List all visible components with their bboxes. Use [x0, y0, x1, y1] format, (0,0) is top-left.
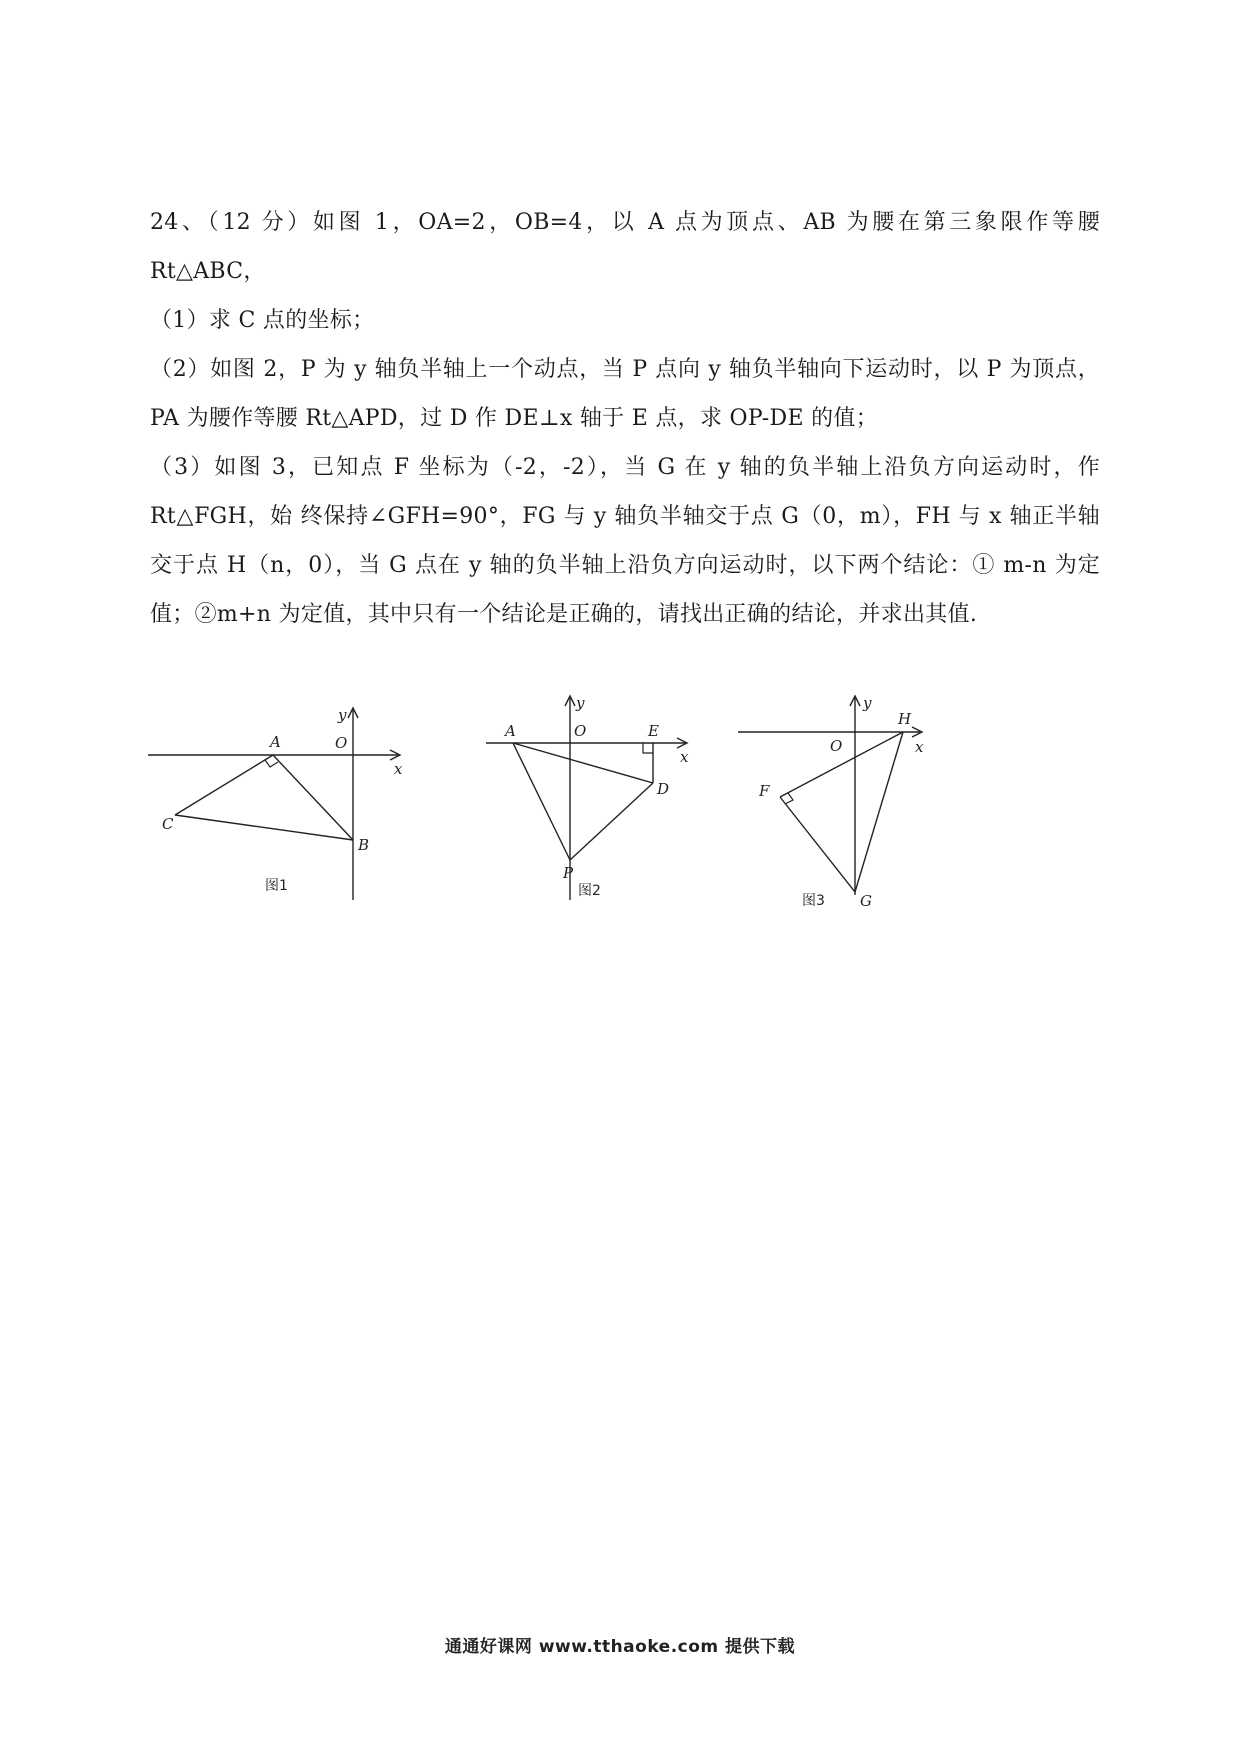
label-y: y: [338, 706, 347, 724]
figure-3-diagram: [730, 690, 950, 915]
segment-ab: [273, 755, 353, 840]
label-y: y: [863, 694, 872, 712]
label-h: H: [898, 710, 912, 728]
label-x: x: [394, 760, 403, 778]
figure-1-diagram: [140, 700, 420, 915]
label-x: x: [915, 738, 924, 756]
label-a: A: [505, 722, 516, 740]
segment-hg: [855, 732, 903, 892]
label-p: P: [563, 864, 574, 882]
right-angle-mark-f: [785, 793, 793, 804]
question-2: （2）如图 2，P 为 y 轴负半轴上一个动点，当 P 点向 y 轴负半轴向下运动时，以 P 为顶点，PA 为腰作等腰 Rt△APD，过 D 作 DE⊥x 轴于 E 点，求 OP-DE 的值；: [150, 357, 1100, 431]
figure-1-caption: 图1: [265, 878, 288, 894]
figure-3: [730, 690, 950, 915]
figure-2-caption: 图2: [578, 883, 601, 899]
label-o: O: [830, 737, 843, 755]
segment-pd: [570, 783, 653, 860]
label-x: x: [680, 748, 689, 766]
problem-intro: 24、（12 分）如图 1，OA=2，OB=4，以 A 点为顶点、AB 为腰在第三象限作等腰 Rt△ABC，: [150, 210, 1100, 284]
footer-credit: 通通好课网 www.tthaoke.com 提供下载: [444, 1637, 796, 1657]
figure-2-diagram: [480, 690, 710, 915]
problem-text: [150, 198, 1100, 639]
label-b: B: [358, 836, 370, 854]
label-c: C: [162, 815, 174, 833]
right-angle-mark-e: [643, 743, 653, 753]
question-1: （1）求 C 点的坐标；: [150, 308, 375, 333]
question-3: （3）如图 3，已知点 F 坐标为（-2，-2），当 G 在 y 轴的负半轴上沿负方向运动时，作 Rt△FGH，始 终保持∠GFH=90°，FG 与 y 轴负半轴交于点 G（0，m），FH 与 x 轴正半轴交于点 H（n，0），当 G 点在 y 轴的负半轴上沿负方向运动时，以下两个结论：① m-n 为定值；②m+n 为定值，其中只有一个结论是正确的，请找出正确的结论，并求出其值.: [150, 455, 1100, 627]
segment-ac: [175, 755, 273, 815]
label-y: y: [576, 694, 585, 712]
label-f: F: [759, 782, 770, 800]
label-e: E: [648, 722, 659, 740]
segment-cb: [175, 815, 353, 840]
figure-1: [140, 700, 420, 915]
segment-fg: [780, 797, 855, 892]
segment-ap: [513, 743, 570, 860]
right-angle-mark-a: [265, 760, 278, 767]
label-d: D: [657, 780, 670, 798]
label-g: G: [860, 892, 872, 910]
label-a: A: [270, 733, 281, 751]
label-o: O: [335, 734, 348, 752]
figure-2: [480, 690, 710, 915]
figure-3-caption: 图3: [802, 893, 825, 909]
segment-ad: [513, 743, 653, 783]
label-o: O: [574, 722, 587, 740]
